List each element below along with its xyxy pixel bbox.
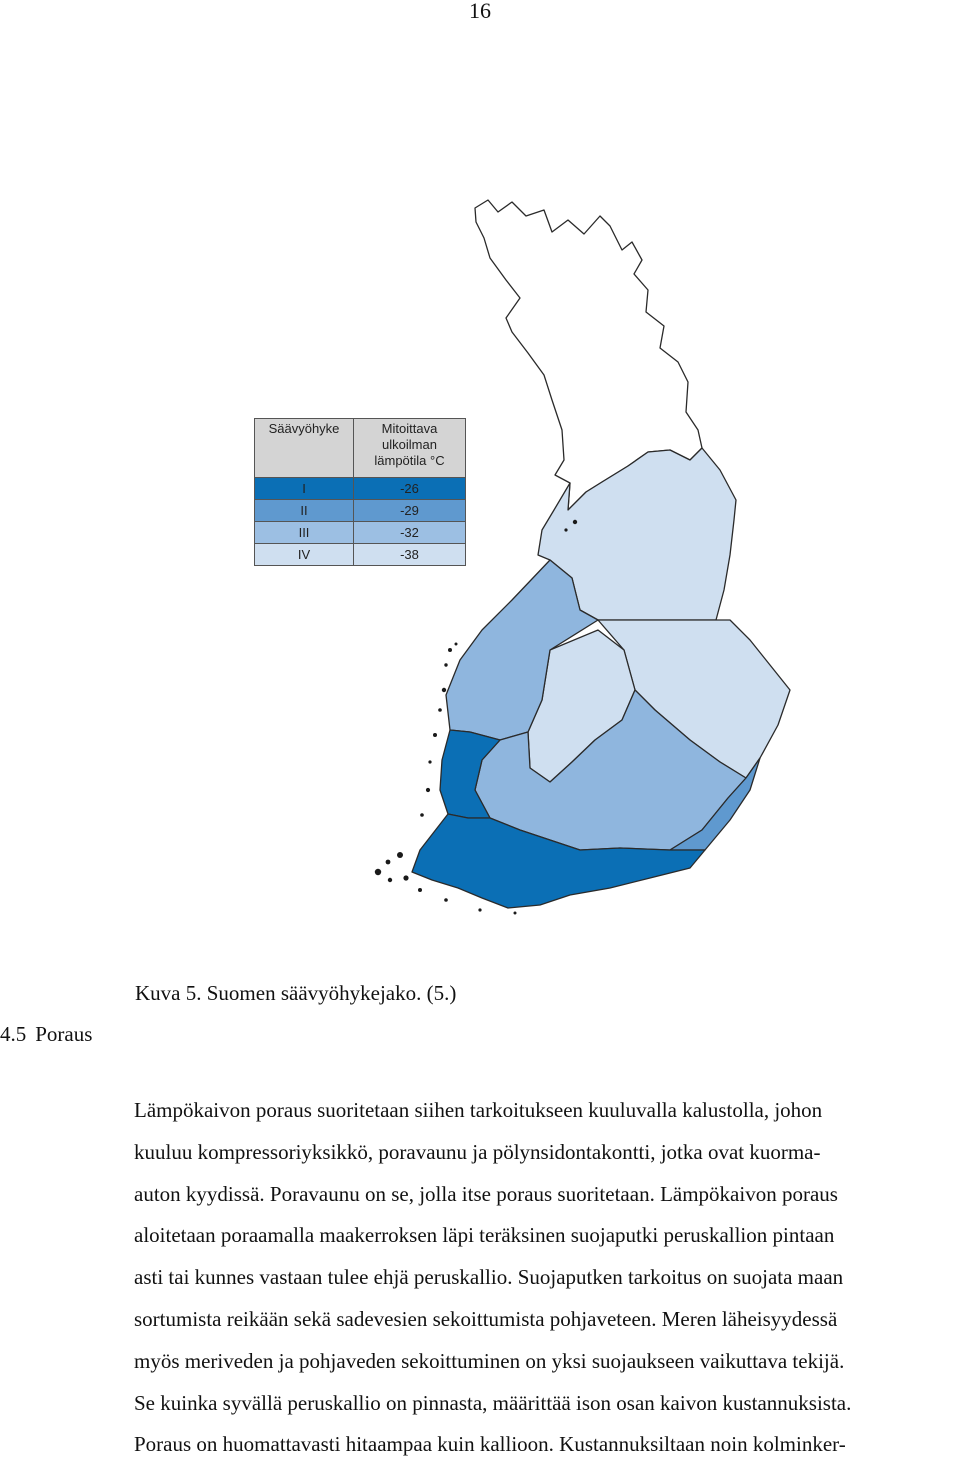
section-number: 4.5 [0,1022,27,1046]
legend-zone: III [255,522,354,544]
legend-zone: I [255,478,354,500]
body-line: sortumista reikään sekä sadevesien sekoittumista pohjaveteen. Meren läheisyydessä [134,1306,838,1331]
legend-zone: IV [255,544,354,566]
zone-legend-table [254,418,466,566]
climate-zone-figure [250,150,810,920]
figure-caption: Kuva 5. Suomen säävyöhykejako. (5.) [135,981,457,1005]
section-heading [0,1022,92,1047]
section-title: Poraus [35,1022,93,1046]
legend-zone: II [255,500,354,522]
legend-row [255,478,466,500]
legend-header-temperature: Mitoittava ulkoilman lämpötila °C [354,419,466,478]
body-line: auton kyydissä. Poravaunu on se, jolla itse poraus suoritetaan. Lämpökaivon poraus [134,1181,838,1206]
legend-row [255,522,466,544]
legend-header-zone: Säävyöhyke [255,419,354,478]
body-line: kuuluu kompressoriyksikkö, poravaunu ja pölynsidontakontti, jotka ovat kuorma- [134,1139,821,1164]
body-line: myös meriveden ja pohjaveden sekoittuminen on yksi suojaukseen vaikuttava tekijä. [134,1348,845,1373]
body-paragraph [134,1090,954,1466]
body-line: Se kuinka syvällä peruskallio on pinnasta, määrittää ison osan kaivon kustannuksista. [134,1390,852,1415]
legend-temp: -38 [354,544,466,566]
body-line: Lämpökaivon poraus suoritetaan siihen tarkoitukseen kuuluvalla kalustolla, johon [134,1098,823,1122]
body-line: aloitetaan poraamalla maakerroksen läpi teräksinen suojaputki peruskallion pintaan [134,1223,835,1248]
page-number: 16 [469,0,491,23]
legend-temp: -32 [354,522,466,544]
body-line: Poraus on huomattavasti hitaampaa kuin kallioon. Kustannuksiltaan noin kolminker- [134,1432,846,1457]
legend-temp: -29 [354,500,466,522]
legend-row [255,500,466,522]
body-line: asti tai kunnes vastaan tulee ehjä peruskallio. Suojaputken tarkoitus on suojata maan [134,1265,844,1290]
legend-temp: -26 [354,478,466,500]
legend-row [255,544,466,566]
